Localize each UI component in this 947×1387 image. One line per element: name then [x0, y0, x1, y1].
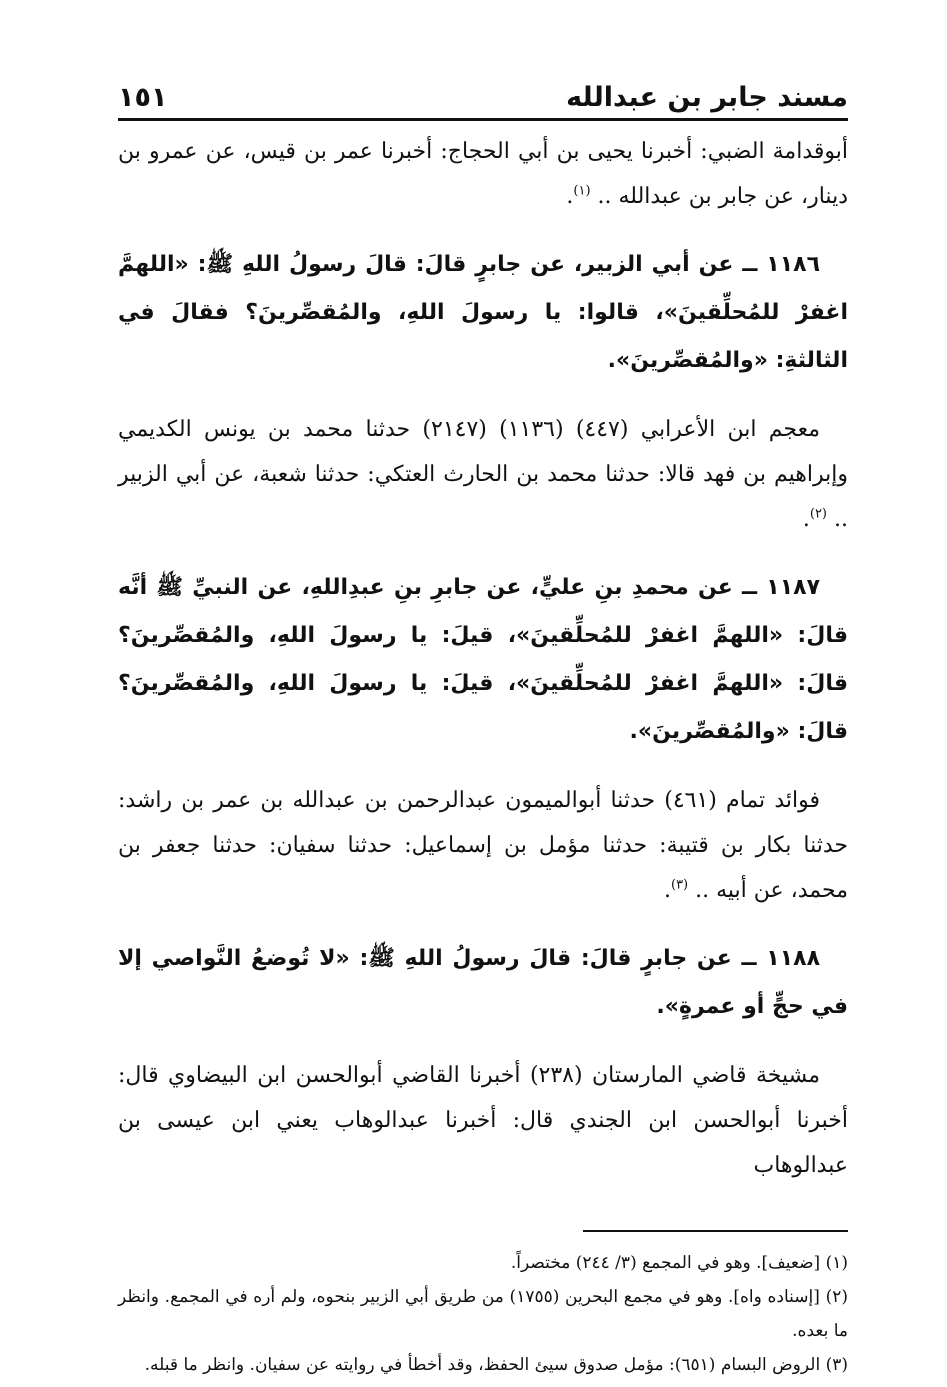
hadith-1186: ١١٨٦ ــ عن أبي الزبير، عن جابرٍ قالَ: قالَ رسولُ اللهِ ﷺ: «اللهمَّ اغفرْ للمُحلِّقينَ»، قالوا: يا رسولَ اللهِ، والمُقصِّرينَ؟ فقالَ في الثالثةِ: «والمُقصِّرينَ». — [118, 252, 848, 373]
source-1188: مشيخة قاضي المارستان (٢٣٨) أخبرنا القاضي أبوالحسن ابن البيضاوي قال: أخبرنا أبوالحسن ابن الجندي قال: أخبرنا عبدالوهاب يعني ابن عيسى بن عبدالوهاب — [118, 1063, 848, 1178]
source-1187: فوائد تمام (٤٦١) حدثنا أبوالميمون عبدالرحمن بن عبدالله بن عمر بن راشد: حدثنا بكار بن قتيبة: حدثنا مؤمل بن إسماعيل: حدثنا سفيان: حدثنا جعفر بن محمد، عن أبيه .. $^{(٣)}$. — [118, 788, 848, 903]
footnote-3: (٣) الروض البسام (٦٥١): مؤمل صدوق سيئ الحفظ، وقد أخطأ في روايته عن سفيان. وانظر ما قبله. — [144, 1355, 848, 1375]
isnad-paragraph: أبوقدامة الضبي: أخبرنا يحيى بن أبي الحجاج: أخبرنا عمر بن قيس، عن عمرو بن دينار، عن جابر بن عبدالله .. $^{(١)}$. — [118, 139, 848, 209]
footnote-ref: (٢) — [809, 506, 827, 522]
page-number: ١٥١ — [118, 82, 168, 113]
hadith-1187: ١١٨٧ ــ عن محمدِ بنِ عليٍّ، عن جابرِ بنِ عبدِاللهِ، عن النبيِّ ﷺ أنَّه قالَ: «اللهمَّ اغفرْ للمُحلِّقينَ»، قيلَ: يا رسولَ اللهِ، والمُقصِّرينَ؟ قالَ: «اللهمَّ اغفرْ للمُحلِّقينَ»، قيلَ: يا رسولَ اللهِ، والمُقصِّرينَ؟ قالَ: «والمُقصِّرينَ». — [118, 575, 848, 744]
footnotes — [118, 1246, 848, 1382]
footnote-1: (١) [ضعيف]. وهو في المجمع (٣/ ٢٤٤) مختصراً. — [510, 1253, 848, 1273]
page — [118, 78, 848, 1382]
source-text: فوائد تمام (٤٦١) حدثنا أبوالميمون عبدالرحمن بن عبدالله بن عمر بن راشد: حدثنا بكار بن قتيبة: حدثنا مؤمل بن إسماعيل: حدثنا سفيان: حدثنا جعفر بن محمد، عن أبيه .. — [118, 788, 848, 903]
running-title: مسند جابر بن عبدالله — [566, 82, 848, 113]
source-text: معجم ابن الأعرابي (٤٤٧) (١١٣٦) (٢١٤٧) حدثنا محمد بن يونس الكديمي وإبراهيم بن فهد قالا: حدثنا محمد بن الحارث العتكي: حدثنا شعبة، عن أبي الزبير .. — [118, 417, 848, 532]
footnote-2: (٢) [إسناده واه]. وهو في مجمع البحرين (١٧٥٥) من طريق أبي الزبير بنحوه، ولم أره في المجمع. وانظر ما بعده. — [118, 1287, 848, 1341]
footnote-ref: (٣) — [670, 877, 689, 893]
footnote-ref: (١) — [573, 183, 591, 199]
hadith-1188: ١١٨٨ ــ عن جابرٍ قالَ: قالَ رسولُ اللهِ ﷺ: «لا تُوضعُ النَّواصي إلا في حجٍّ أو عمرةٍ». — [118, 946, 848, 1019]
isnad-text: أبوقدامة الضبي: أخبرنا يحيى بن أبي الحجاج: أخبرنا عمر بن قيس، عن عمرو بن دينار، عن جابر بن عبدالله .. — [118, 139, 848, 209]
source-1186: معجم ابن الأعرابي (٤٤٧) (١١٣٦) (٢١٤٧) حدثنا محمد بن يونس الكديمي وإبراهيم بن فهد قالا: حدثنا محمد بن الحارث العتكي: حدثنا شعبة، عن أبي الزبير .. $^{(٢)}$. — [118, 417, 848, 532]
footnote-divider — [583, 1230, 848, 1232]
running-header — [118, 78, 848, 121]
